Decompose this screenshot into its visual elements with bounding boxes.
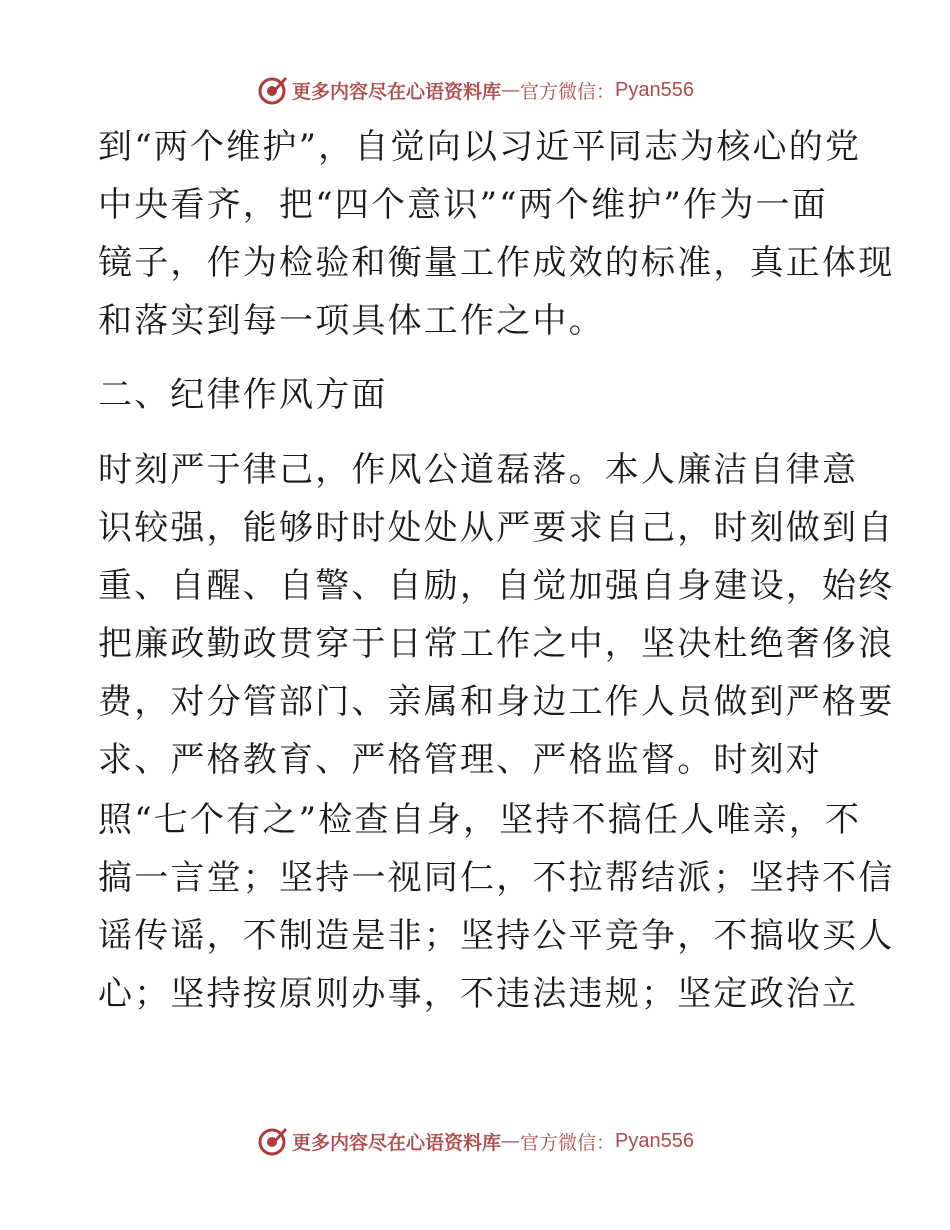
text-line: 识较强，能够时时处处从严要求自己，时刻做到自 bbox=[98, 508, 895, 548]
text-line: 镜子，作为检验和衡量工作成效的标准，真正体现 bbox=[98, 243, 895, 283]
text-line: 搞一言堂；坚持一视同仁，不拉帮结派；坚持不信 bbox=[98, 858, 895, 898]
banner-dash: — bbox=[501, 79, 521, 101]
text-line: 照“七个有之”检查自身，坚持不搞任人唯亲，不 bbox=[98, 800, 862, 840]
banner-wechat-id: Pyan556 bbox=[615, 1129, 694, 1152]
banner-dash: — bbox=[501, 1130, 521, 1152]
section-heading: 二、纪律作风方面 bbox=[98, 375, 388, 415]
banner-text: 更多内容尽在心语资料库 bbox=[292, 80, 502, 103]
banner-wechat-label: 官方微信： bbox=[520, 1131, 616, 1154]
text-line: 重、自醒、自警、自励，自觉加强自身建设，始终 bbox=[98, 566, 895, 606]
text-line: 心；坚持按原则办事，不违法违规；坚定政治立 bbox=[98, 974, 859, 1014]
footer-banner bbox=[0, 1121, 950, 1161]
banner-wechat-id: Pyan556 bbox=[615, 78, 694, 101]
logo-icon bbox=[256, 1125, 288, 1157]
text-line: 和落实到每一项具体工作之中。 bbox=[98, 301, 605, 341]
text-line: 把廉政勤政贯穿于日常工作之中，坚决杜绝奢侈浪 bbox=[98, 624, 895, 664]
banner-text: 更多内容尽在心语资料库 bbox=[292, 1131, 502, 1154]
text-line: 谣传谣，不制造是非；坚持公平竞争，不搞收买人 bbox=[98, 916, 895, 956]
text-line: 中央看齐，把“四个意识”“两个维护”作为一面 bbox=[98, 185, 828, 225]
text-line: 时刻严于律己，作风公道磊落。本人廉洁自律意 bbox=[98, 450, 859, 490]
header-banner bbox=[0, 70, 950, 110]
text-line: 费，对分管部门、亲属和身边工作人员做到严格要 bbox=[98, 682, 895, 722]
banner-wechat-label: 官方微信： bbox=[520, 80, 616, 103]
logo-icon bbox=[256, 74, 288, 106]
text-line: 求、严格教育、严格管理、严格监督。时刻对 bbox=[98, 740, 822, 780]
text-line: 到“两个维护”，自觉向以习近平同志为核心的党 bbox=[98, 127, 862, 167]
